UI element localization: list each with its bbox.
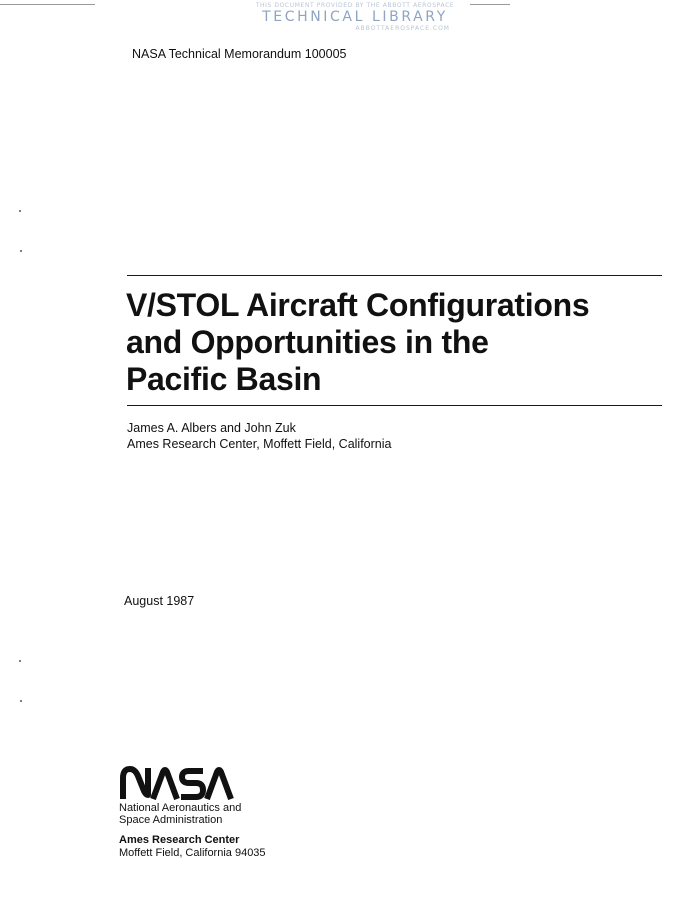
research-center-block (119, 834, 266, 860)
publication-date: August 1987 (124, 594, 195, 608)
watermark-website: ABBOTTAEROSPACE.COM (355, 25, 450, 32)
title-line-1: V/STOL Aircraft Configurations (126, 287, 590, 323)
agency-line-2: Space Administration (119, 814, 223, 826)
watermark-library-name: TECHNICAL LIBRARY (262, 9, 448, 25)
author-affiliation: Ames Research Center, Moffett Field, California (127, 437, 392, 451)
scan-speck (19, 660, 21, 662)
scan-artifact-line (470, 4, 510, 5)
nasa-worm-logo-icon (119, 766, 239, 800)
memo-number: NASA Technical Memorandum 100005 (132, 47, 347, 61)
author-names: James A. Albers and John Zuk (127, 421, 296, 435)
agency-block (119, 802, 241, 826)
document-title (126, 287, 589, 398)
scan-artifact-line (0, 4, 95, 5)
title-line-2: and Opportunities in the (126, 324, 489, 360)
title-top-rule (127, 275, 662, 276)
agency-line-1: National Aeronautics and (119, 802, 242, 814)
title-bottom-rule (127, 405, 662, 406)
watermark-provided-by: THIS DOCUMENT PROVIDED BY THE ABBOTT AEROSPACE (255, 2, 455, 9)
watermark (240, 2, 470, 32)
center-address: Moffett Field, California 94035 (119, 847, 266, 859)
scan-speck (20, 700, 22, 702)
scan-speck (19, 210, 21, 212)
title-line-3: Pacific Basin (126, 361, 322, 397)
center-name: Ames Research Center (119, 834, 240, 846)
scan-speck (20, 250, 22, 252)
authors-block (127, 420, 391, 452)
